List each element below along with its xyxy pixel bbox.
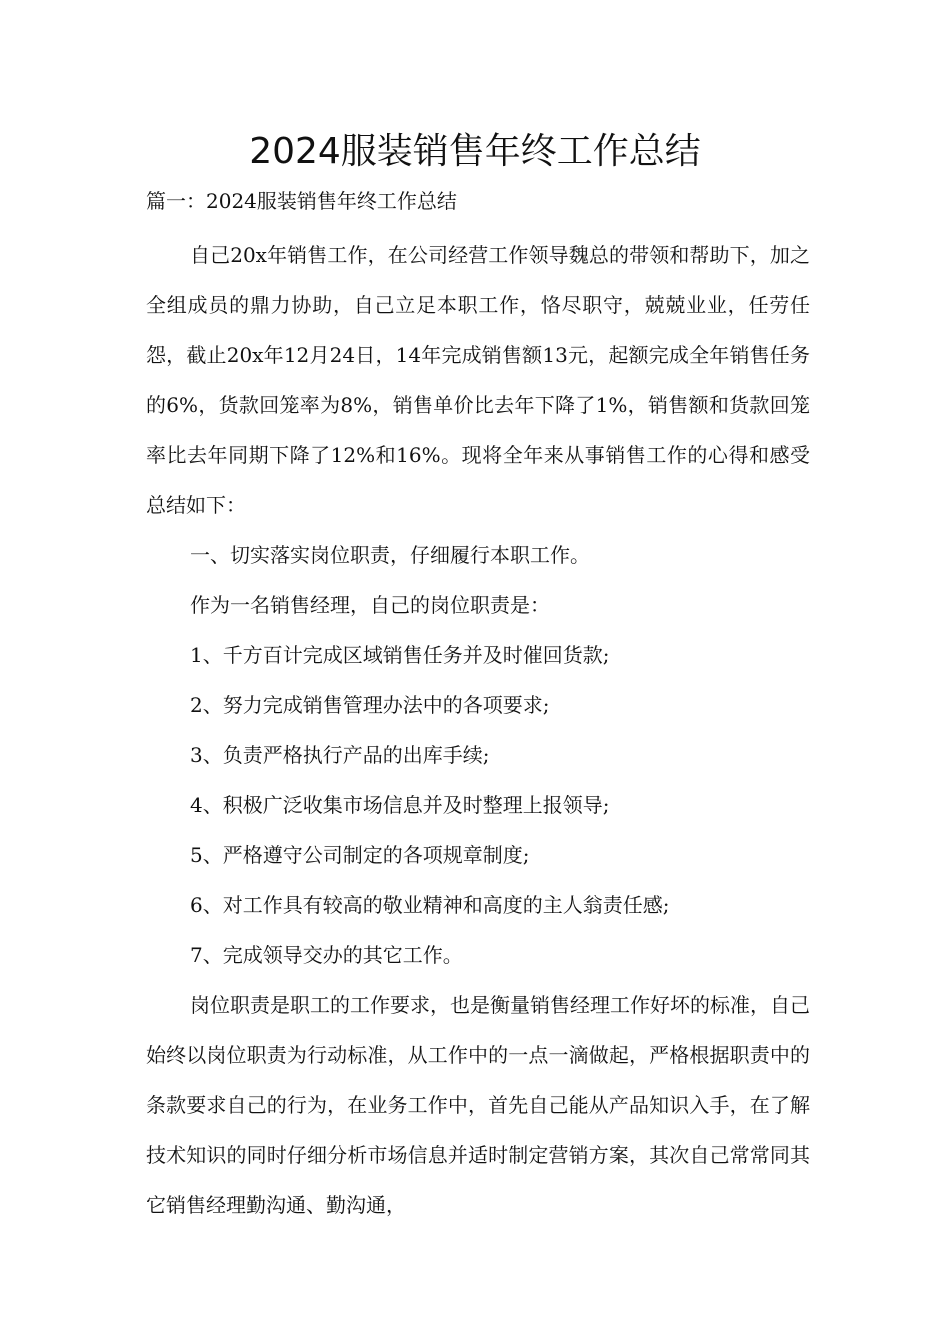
duty-item: 2、努力完成销售管理办法中的各项要求; — [190, 693, 550, 717]
closing-paragraph: 岗位职责是职工的工作要求，也是衡量销售经理工作好坏的标准，自己始终以岗位职责为行动标准，从工作中的一点一滴做起，严格根据职责中的条款要求自己的行为，在业务工作中，首先自己能从产品知识入手，在了解技术知识的同时仔细分析市场信息并适时制定营销方案，其次自己常常同其它销售经理勤沟通、勤沟通， — [146, 993, 810, 1217]
document-subtitle: 篇一：2024服装销售年终工作总结 — [146, 189, 457, 213]
document-title: 2024服装销售年终工作总结 — [249, 131, 701, 172]
duties-intro: 作为一名销售经理，自己的岗位职责是： — [190, 593, 550, 617]
duty-item: 3、负责严格执行产品的出库手续; — [190, 743, 490, 767]
duty-item: 5、严格遵守公司制定的各项规章制度; — [190, 843, 530, 867]
duty-item: 1、千方百计完成区域销售任务并及时催回货款; — [190, 643, 610, 667]
intro-paragraph: 自己20x年销售工作，在公司经营工作领导魏总的带领和帮助下，加之全组成员的鼎力协助，自己立足本职工作，恪尽职守，兢兢业业，任劳任怨，截止20x年12月24日，14年完成销售额13元，起额完成全年销售任务的6%，货款回笼率为8%，销售单价比去年下降了1%，销售额和货款回笼率比去年同期下降了12%和16%。现将全年来从事销售工作的心得和感受总结如下： — [146, 243, 810, 517]
document-body — [146, 230, 810, 1230]
section-heading: 一、切实落实岗位职责，仔细履行本职工作。 — [190, 543, 590, 567]
duty-item: 6、对工作具有较高的敬业精神和高度的主人翁责任感; — [190, 893, 670, 917]
duty-item: 7、完成领导交办的其它工作。 — [190, 943, 463, 967]
duty-item: 4、积极广泛收集市场信息并及时整理上报领导; — [190, 793, 610, 817]
